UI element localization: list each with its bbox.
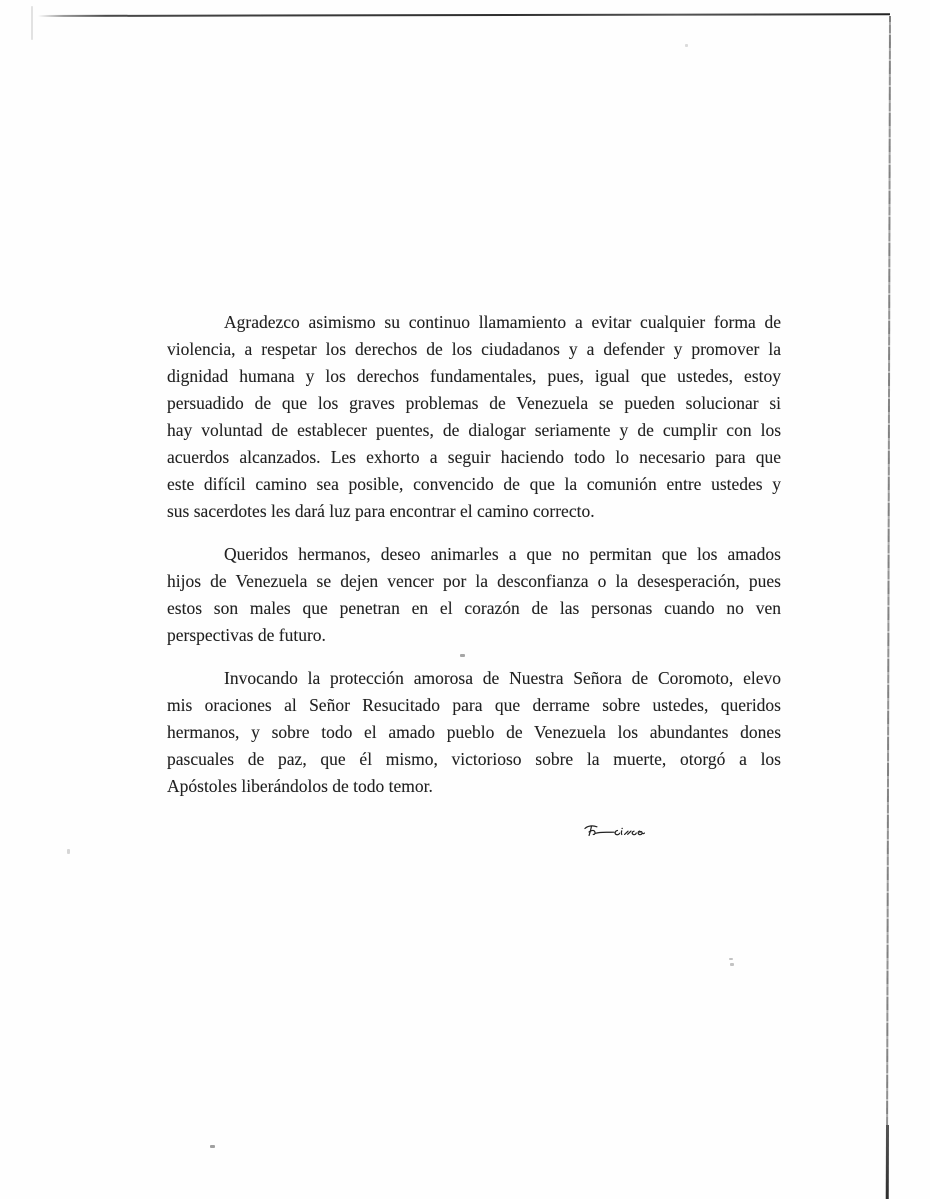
text-line: este difícil camino sea posible, convencido de que la comunión entre ustedes y bbox=[167, 474, 781, 494]
text-line: violencia, a respetar los derechos de los ciudadanos y a defender y promover la bbox=[167, 339, 781, 359]
scan-speck bbox=[730, 963, 734, 966]
signature-ink-icon bbox=[583, 820, 645, 841]
text-line: perspectivas de futuro. bbox=[167, 625, 326, 645]
scan-speck bbox=[67, 849, 70, 854]
text-line: hijos de Venezuela se dejen vencer por la desconfianza o la desesperación, pues bbox=[167, 571, 781, 591]
text-line: acuerdos alcanzados. Les exhorto a seguir haciendo todo lo necesario para que bbox=[167, 447, 781, 467]
paragraph-2 bbox=[167, 541, 781, 649]
letter-body bbox=[167, 309, 781, 800]
text-line: dignidad humana y los derechos fundamentales, pues, igual que ustedes, estoy bbox=[167, 366, 781, 386]
text-line: Invocando la protección amorosa de Nuestra Señora de Coromoto, elevo bbox=[224, 668, 781, 688]
text-line: hermanos, y sobre todo el amado pueblo de Venezuela los abundantes dones bbox=[167, 722, 781, 742]
text-line: hay voluntad de establecer puentes, de dialogar seriamente y de cumplir con los bbox=[167, 420, 781, 440]
paragraph-1 bbox=[167, 309, 781, 525]
scan-speck bbox=[210, 1145, 215, 1148]
scan-speck bbox=[31, 6, 33, 40]
text-line: sus sacerdotes les dará luz para encontrar el camino correcto. bbox=[167, 501, 595, 521]
scan-top-edge-line bbox=[38, 13, 890, 17]
text-line: mis oraciones al Señor Resucitado para que derrame sobre ustedes, queridos bbox=[167, 695, 781, 715]
text-line: Agradezco asimismo su continuo llamamiento a evitar cualquier forma de bbox=[224, 312, 781, 332]
scan-right-edge-line bbox=[886, 16, 891, 1199]
scan-right-edge-line-bottom bbox=[886, 1125, 889, 1199]
text-line: estos son males que penetran en el corazón de las personas cuando no ven bbox=[167, 598, 781, 618]
signature-francisco bbox=[583, 820, 645, 841]
text-line: Apóstoles liberándolos de todo temor. bbox=[167, 776, 433, 796]
text-line: Queridos hermanos, deseo animarles a que no permitan que los amados bbox=[224, 544, 781, 564]
paragraph-3 bbox=[167, 665, 781, 800]
text-line: pascuales de paz, que él mismo, victorioso sobre la muerte, otorgó a los bbox=[167, 749, 781, 769]
text-line: persuadido de que los graves problemas de Venezuela se pueden solucionar si bbox=[167, 393, 781, 413]
scan-speck bbox=[729, 958, 733, 960]
scan-speck bbox=[685, 44, 688, 47]
